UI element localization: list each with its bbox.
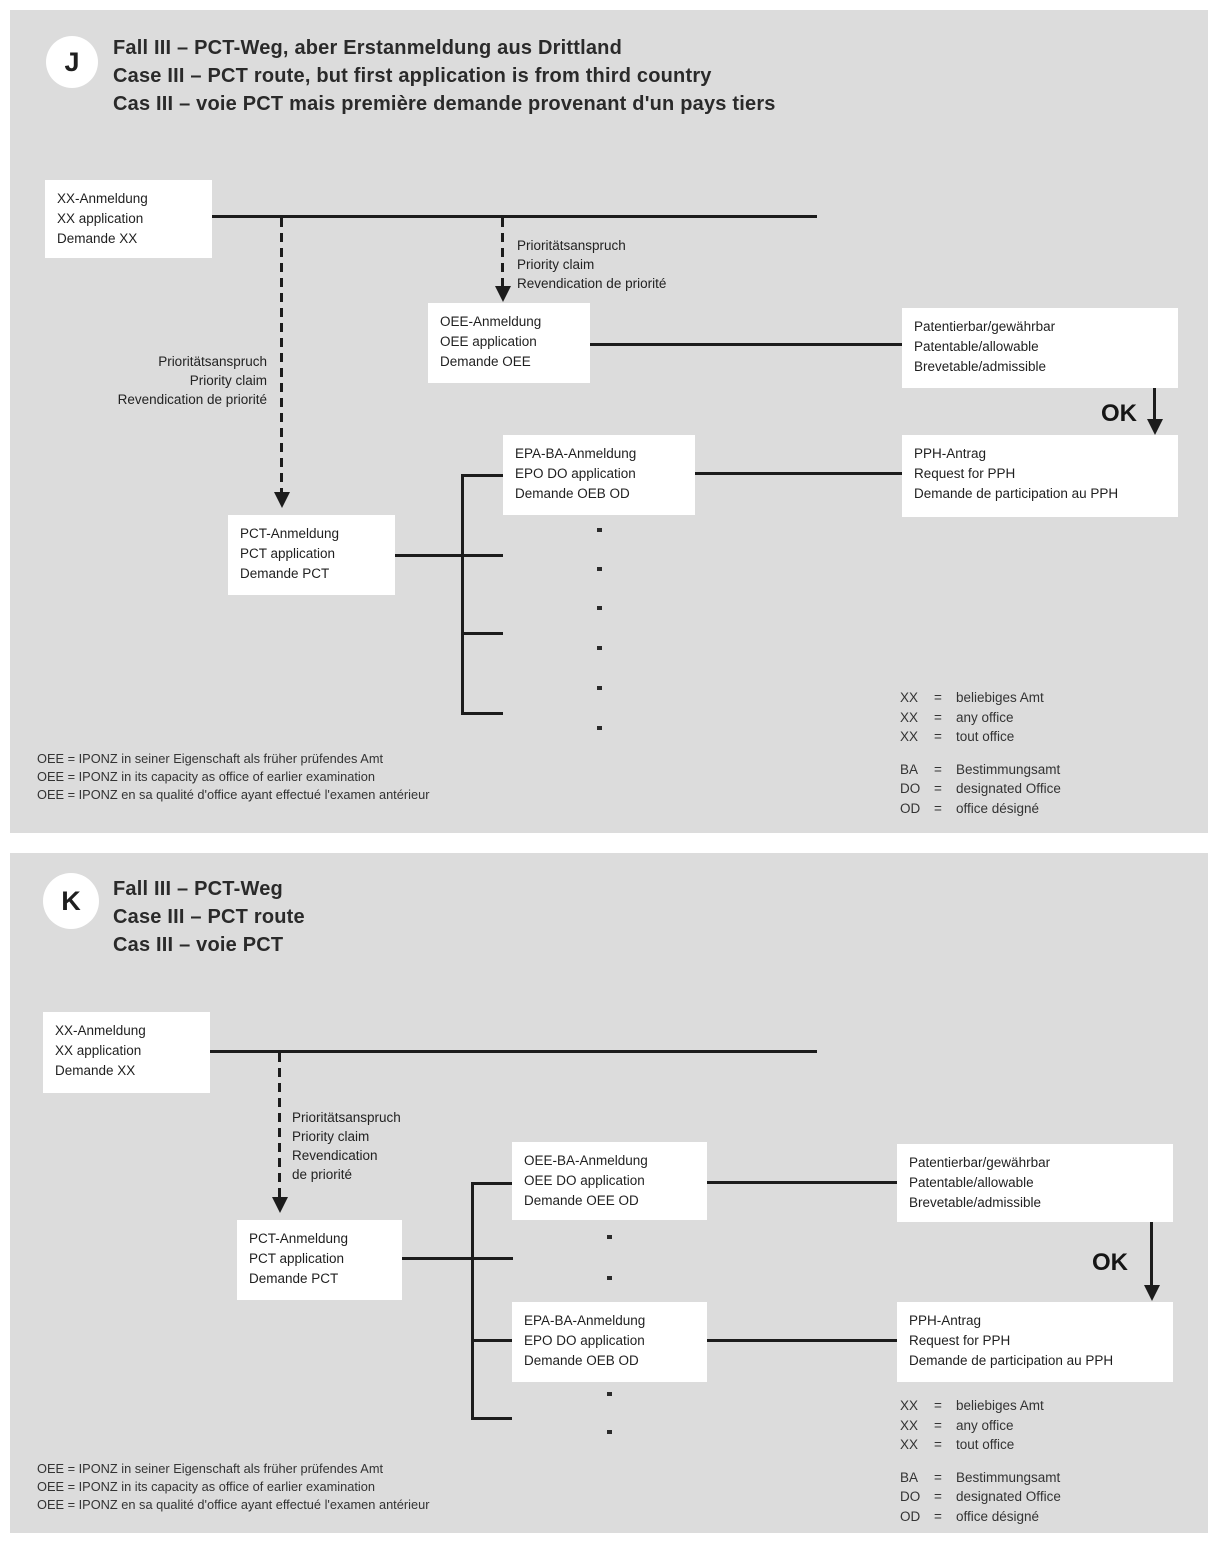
panel-j-title — [113, 34, 776, 118]
j-footnote-en: OEE = IPONZ in its capacity as office of earlier examination — [37, 769, 375, 784]
k-box-pct-line-fr: Demande PCT — [249, 1271, 339, 1286]
j-box-pct-line-de: PCT-Anmeldung — [240, 526, 340, 541]
j-legend — [900, 688, 1061, 831]
j-box-epa-line-fr: Demande OEB OD — [515, 486, 630, 501]
j-legend-row: DO = designated Office — [900, 781, 1061, 796]
j-footnotes — [37, 750, 429, 804]
badge-j — [46, 36, 98, 88]
k-box-pct-line-de: PCT-Anmeldung — [249, 1231, 349, 1246]
panel-j-title-en: Case III – PCT route, but first application is from third country — [113, 65, 712, 87]
k-priority-dashed-line — [278, 1053, 281, 1199]
j-box-oee-line-fr: Demande OEE — [440, 354, 531, 369]
k-legend-row: XX = tout office — [900, 1437, 1015, 1452]
k-legend-row: XX = any office — [900, 1417, 1014, 1433]
k-box-xx-line-en: XX application — [55, 1043, 142, 1058]
j-bracket-stub-4 — [461, 712, 503, 715]
k-box-xx-line-de: XX-Anmeldung — [55, 1023, 146, 1038]
j-box-pph-line-en: Request for PPH — [914, 466, 1016, 481]
panel-k-title-fr: Cas III – voie PCT — [113, 934, 284, 956]
k-legend-row: OD = office désigné — [900, 1508, 1040, 1524]
j-priority-arrowhead-left — [274, 492, 290, 508]
j-box-xx-line-de: XX-Anmeldung — [57, 191, 148, 206]
j-box-epa-line-en: EPO DO application — [515, 466, 636, 481]
k-box-pph-request — [897, 1302, 1173, 1382]
j-legend-row: OD = office désigné — [900, 800, 1040, 816]
k-box-patentable — [897, 1144, 1173, 1222]
k-box-epa-ba-application — [512, 1302, 707, 1382]
k-bracket-stub-3 — [471, 1339, 512, 1342]
k-box-xx-application — [43, 1012, 210, 1093]
k-box-xx-line-fr: Demande XX — [55, 1063, 136, 1078]
k-line-epa-to-pph — [707, 1339, 897, 1342]
badge-j-letter: J — [64, 46, 80, 77]
j-ellipsis-dot — [597, 528, 602, 532]
j-ellipsis-dot — [597, 686, 602, 690]
panel-j-title-fr: Cas III – voie PCT mais première demande provenant d'un pays tiers — [113, 93, 776, 115]
k-bracket-stub-4 — [471, 1417, 512, 1420]
k-box-oee-ba-application — [512, 1142, 707, 1220]
k-box-epa-ba-line-en: EPO DO application — [524, 1333, 645, 1348]
k-ellipsis-dot — [607, 1392, 612, 1396]
j-bracket-stub-1 — [461, 474, 503, 477]
k-footnote-en: OEE = IPONZ in its capacity as office of earlier examination — [37, 1479, 375, 1494]
j-legend-group-ba — [900, 760, 1061, 819]
panel-k-title-en: Case III – PCT route — [113, 906, 305, 928]
j-box-epa-ba-application — [503, 435, 695, 515]
k-box-pph-line-fr: Demande de participation au PPH — [909, 1353, 1114, 1368]
panel-case-j — [10, 10, 1208, 833]
k-priority-label — [292, 1108, 401, 1184]
j-box-oee-line-en: OEE application — [440, 334, 537, 349]
k-box-epa-ba-line-fr: Demande OEB OD — [524, 1353, 639, 1368]
j-box-pct-application — [228, 515, 395, 595]
j-bracket-stub-3 — [461, 632, 503, 635]
j-priority-arrowhead-top — [495, 286, 511, 302]
j-box-patentable-line-de: Patentierbar/gewährbar — [914, 319, 1056, 334]
k-box-patentable-line-de: Patentierbar/gewährbar — [909, 1155, 1051, 1170]
k-bracket-stub-1 — [471, 1182, 512, 1185]
j-line-epa-to-pph — [695, 472, 912, 475]
k-box-oee-ba-line-en: OEE DO application — [524, 1173, 645, 1188]
j-box-xx-line-fr: Demande XX — [57, 231, 138, 246]
k-footnote-fr: OEE = IPONZ en sa qualité d'office ayant effectué l'examen antérieur — [37, 1497, 430, 1512]
k-box-oee-ba-line-de: OEE-BA-Anmeldung — [524, 1153, 648, 1168]
j-ellipsis-dot — [597, 567, 602, 571]
j-box-pph-request — [902, 435, 1178, 517]
j-box-pct-line-fr: Demande PCT — [240, 566, 330, 581]
k-priority-en: Priority claim — [292, 1129, 370, 1144]
j-priority-label-top — [517, 236, 666, 293]
k-bracket-vertical — [471, 1182, 474, 1420]
j-footnote-de: OEE = IPONZ in seiner Eigenschaft als früher prüfendes Amt — [37, 751, 384, 766]
k-box-pct-application — [237, 1220, 402, 1300]
k-ok-arrow-line — [1150, 1222, 1153, 1286]
k-footnote-de: OEE = IPONZ in seiner Eigenschaft als früher prüfendes Amt — [37, 1461, 384, 1476]
j-legend-group-xx — [900, 688, 1061, 747]
j-priority-top-de: Prioritätsanspruch — [517, 238, 626, 253]
k-box-pct-line-en: PCT application — [249, 1251, 345, 1266]
k-priority-fr-1: Revendication — [292, 1148, 378, 1163]
j-ellipsis-dot — [597, 606, 602, 610]
k-box-patentable-line-en: Patentable/allowable — [909, 1175, 1034, 1190]
k-priority-fr-2: de priorité — [292, 1167, 353, 1182]
k-legend-group-xx — [900, 1396, 1061, 1455]
j-priority-left-de: Prioritätsanspruch — [158, 354, 267, 369]
k-ellipsis-dot — [607, 1235, 612, 1239]
k-box-patentable-line-fr: Brevetable/admissible — [909, 1195, 1042, 1210]
k-priority-de: Prioritätsanspruch — [292, 1110, 401, 1125]
k-box-pph-line-en: Request for PPH — [909, 1333, 1011, 1348]
j-ok-label: OK — [1101, 400, 1137, 427]
j-ok-arrow-line — [1153, 388, 1156, 420]
j-box-pct-line-en: PCT application — [240, 546, 336, 561]
j-timeline-top — [210, 215, 817, 218]
k-footnotes — [37, 1460, 429, 1514]
k-line-oee-to-patentable — [707, 1181, 897, 1184]
j-priority-left-en: Priority claim — [189, 373, 267, 388]
j-legend-row: XX = beliebiges Amt — [900, 690, 1044, 705]
j-priority-dashed-line-top — [501, 218, 504, 288]
j-ellipsis-dot — [597, 726, 602, 730]
j-footnote-fr: OEE = IPONZ en sa qualité d'office ayant effectué l'examen antérieur — [37, 787, 430, 802]
k-ellipsis-dot — [607, 1430, 612, 1434]
panel-case-k — [10, 853, 1208, 1533]
j-priority-dashed-line-left — [280, 218, 283, 494]
k-legend-group-ba — [900, 1468, 1061, 1527]
k-ellipsis-dot — [607, 1276, 612, 1280]
badge-k-letter: K — [61, 885, 81, 916]
j-box-oee-application — [428, 303, 590, 383]
k-box-epa-ba-line-de: EPA-BA-Anmeldung — [524, 1313, 646, 1328]
j-box-pph-line-fr: Demande de participation au PPH — [914, 486, 1119, 501]
j-legend-row: BA = Bestimmungsamt — [900, 761, 1061, 777]
j-box-xx-line-en: XX application — [57, 211, 144, 226]
k-box-oee-ba-line-fr: Demande OEE OD — [524, 1193, 639, 1208]
j-priority-top-fr: Revendication de priorité — [517, 276, 667, 291]
k-legend-row: DO = designated Office — [900, 1489, 1061, 1504]
k-legend-row: BA = Bestimmungsamt — [900, 1469, 1061, 1485]
k-priority-arrowhead — [272, 1197, 288, 1213]
panel-j-title-de: Fall III – PCT-Weg, aber Erstanmeldung aus Drittland — [113, 37, 623, 59]
panel-k-title-de: Fall III – PCT-Weg — [113, 878, 283, 900]
k-legend-row: XX = beliebiges Amt — [900, 1398, 1044, 1413]
k-ok-label: OK — [1092, 1249, 1128, 1276]
j-priority-label-left — [70, 352, 267, 409]
k-box-pph-line-de: PPH-Antrag — [909, 1313, 982, 1328]
badge-k — [43, 873, 99, 929]
j-priority-top-en: Priority claim — [517, 257, 595, 272]
j-bracket-vertical — [461, 474, 464, 715]
j-line-oee-to-patentable — [588, 343, 912, 346]
j-box-patentable — [902, 308, 1178, 388]
panel-k-title — [113, 875, 305, 959]
j-box-xx-application — [45, 180, 212, 258]
j-ok-arrowhead — [1147, 419, 1163, 435]
j-priority-left-fr: Revendication de priorité — [117, 392, 267, 407]
j-box-epa-line-de: EPA-BA-Anmeldung — [515, 446, 637, 461]
j-legend-row: XX = any office — [900, 709, 1014, 725]
j-ellipsis-dot — [597, 646, 602, 650]
j-line-pct-to-bracket — [393, 554, 503, 557]
k-ok-arrowhead — [1144, 1285, 1160, 1301]
j-box-oee-line-de: OEE-Anmeldung — [440, 314, 542, 329]
j-box-patentable-line-fr: Brevetable/admissible — [914, 359, 1047, 374]
j-box-pph-line-de: PPH-Antrag — [914, 446, 987, 461]
j-legend-row: XX = tout office — [900, 729, 1015, 744]
k-line-pct-to-bracket — [402, 1257, 513, 1260]
k-timeline-top — [208, 1050, 817, 1053]
j-box-patentable-line-en: Patentable/allowable — [914, 339, 1039, 354]
k-legend — [900, 1396, 1061, 1539]
